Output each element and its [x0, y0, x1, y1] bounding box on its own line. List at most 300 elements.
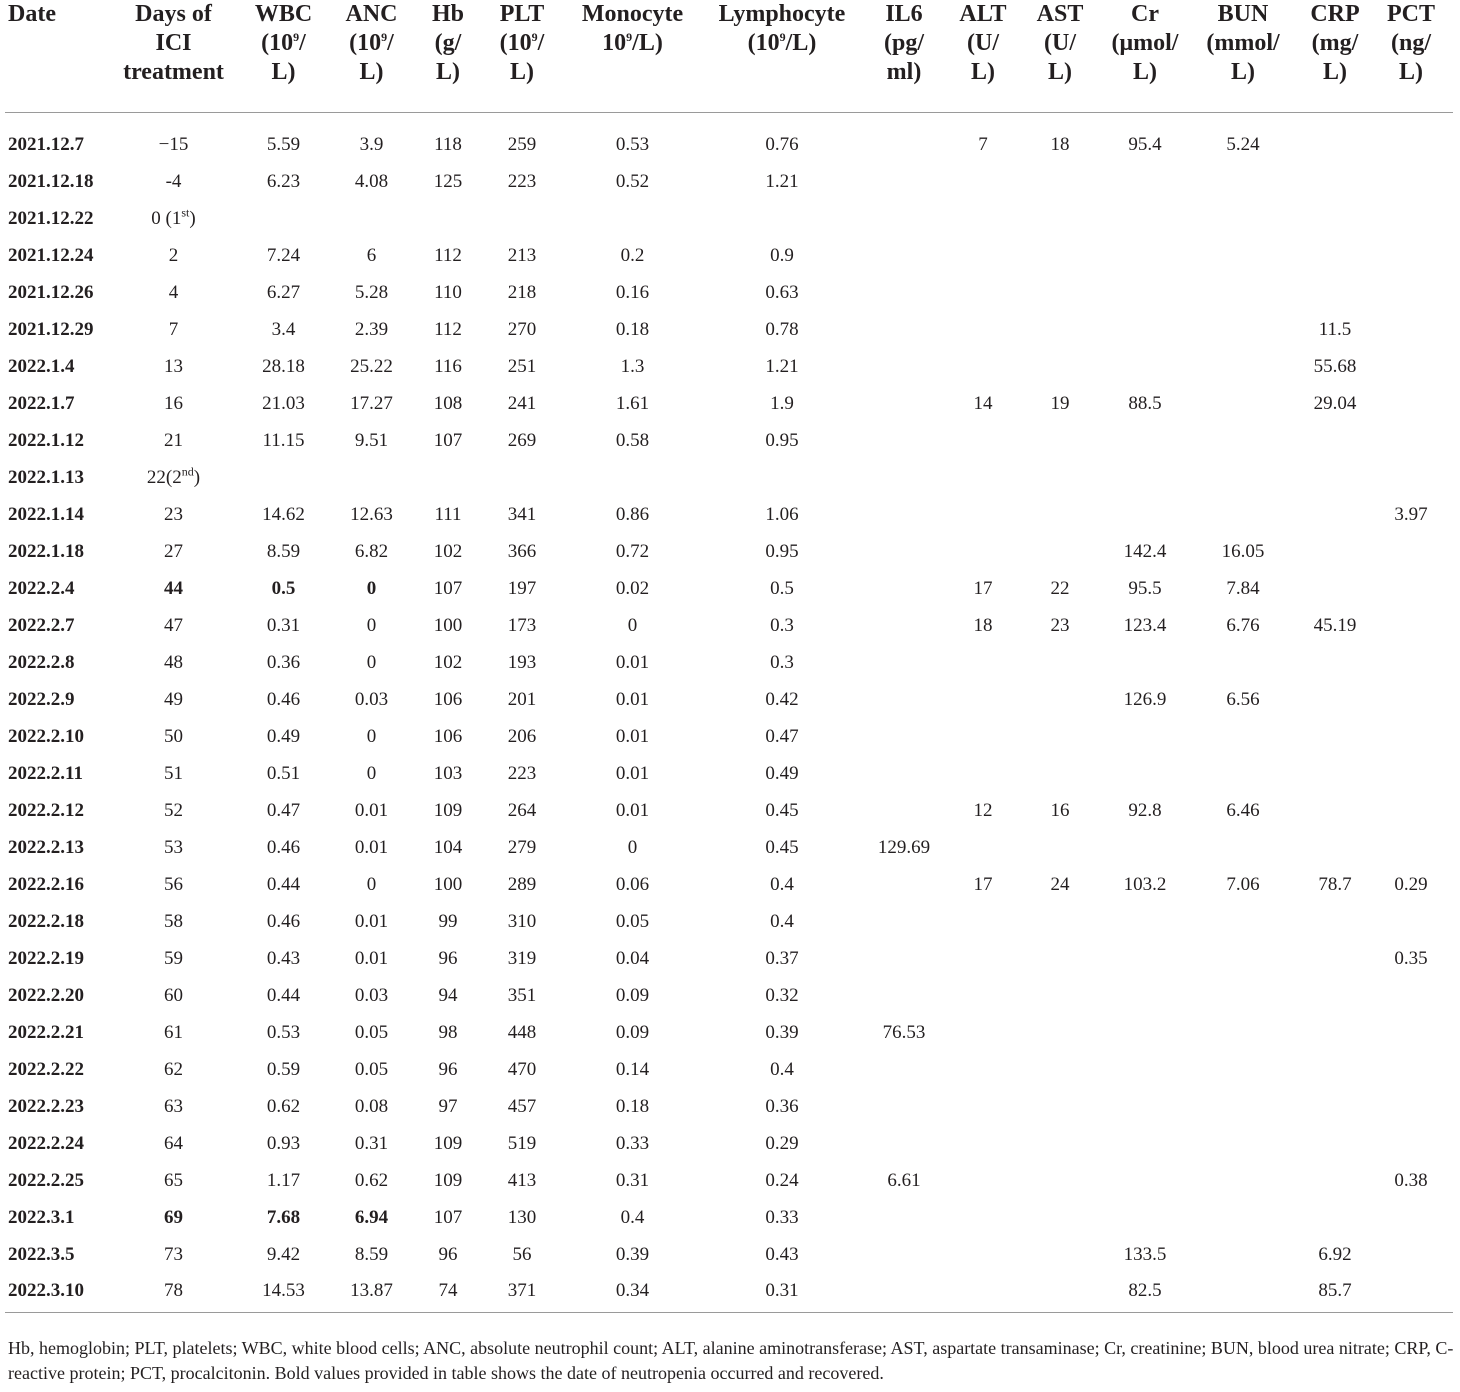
cell-anc: 8.59 — [354, 1243, 389, 1265]
cell-plt: 351 — [507, 984, 537, 1006]
cell-lymph: 0.95 — [765, 540, 799, 562]
cell-alt — [951, 903, 1015, 940]
cell-il6 — [857, 644, 951, 681]
cell-lymph: 0.33 — [765, 1206, 799, 1228]
cell-anc: 6.82 — [354, 540, 389, 562]
cell-ast: 24 — [1050, 873, 1070, 895]
cell-hb: 74 — [410, 1273, 486, 1313]
cell-wbc: 0.46 — [266, 836, 301, 858]
cell-anc — [333, 200, 410, 237]
cell-alt — [951, 1051, 1015, 1088]
cell-bun: 6.76 — [1226, 614, 1260, 636]
cell-ast: 16 — [1050, 799, 1070, 821]
cell-hb: 108 — [433, 392, 463, 414]
cell-ast — [1015, 1199, 1105, 1236]
cell-date: 2022.2.21 — [8, 1021, 84, 1043]
header-hb: Hb (g/ L) — [410, 0, 486, 113]
cell-ast — [1015, 533, 1105, 570]
cell-cr — [1105, 977, 1185, 1014]
cell-crp: 85.7 — [1301, 1273, 1369, 1313]
cell-date: 2022.3.5 — [8, 1243, 75, 1265]
cell-ast: 18 — [1050, 133, 1070, 155]
table-row — [5, 940, 1453, 977]
cell-wbc: 0.59 — [266, 1058, 301, 1080]
cell-crp — [1301, 570, 1369, 607]
cell-bun: 7.06 — [1226, 873, 1260, 895]
cell-crp — [1301, 940, 1369, 977]
cell-il6 — [857, 422, 951, 459]
cell-ast — [1015, 681, 1105, 718]
cell-plt: 251 — [507, 355, 537, 377]
cell-mono: 0.05 — [615, 910, 650, 932]
cell-days: 73 — [164, 1243, 183, 1265]
cell-ast — [1015, 829, 1105, 866]
cell-ast — [1015, 977, 1105, 1014]
cell-cr: 126.9 — [1123, 688, 1167, 710]
cell-il6 — [857, 348, 951, 385]
cell-ast — [1015, 755, 1105, 792]
cell-crp: 11.5 — [1318, 318, 1352, 340]
cell-wbc: 21.03 — [262, 392, 305, 414]
cell-ast — [1015, 237, 1105, 274]
cell-hb: 100 — [433, 614, 463, 636]
cell-anc: 25.22 — [350, 355, 393, 377]
cell-mono: 0.18 — [615, 1095, 650, 1117]
cell-days: 16 — [164, 392, 183, 414]
cell-il6 — [857, 126, 951, 163]
cell-days: 56 — [164, 873, 183, 895]
cell-cr: 95.5 — [1128, 577, 1162, 599]
cell-ast — [1015, 274, 1105, 311]
cell-anc: 12.63 — [350, 503, 393, 525]
cell-hb: 96 — [438, 1243, 458, 1265]
cell-cr — [1105, 829, 1185, 866]
cell-date: 2022.2.9 — [8, 688, 75, 710]
cell-wbc: 0.51 — [266, 762, 301, 784]
cell-pct — [1369, 681, 1453, 718]
table-footnote: Hb, hemoglobin; PLT, platelets; WBC, white blood cells; ANC, absolute neutrophil count; ALT, alanine aminotransferase; AST, aspartate transaminase; Cr, creatinine; BUN, blood urea nitrate; CRP, C-reactive protein; PCT, procalcitonin. Bold values provided in table shows the date of neutropenia occurred and recovered. — [8, 1338, 1454, 1383]
cell-days: 65 — [164, 1169, 183, 1191]
cell-crp — [1301, 903, 1369, 940]
cell-date: 2022.2.4 — [8, 577, 75, 599]
cell-alt: 7 — [978, 133, 988, 155]
cell-alt — [951, 1162, 1015, 1199]
cell-anc: 0 — [366, 873, 377, 895]
cell-days: 4 — [168, 281, 179, 303]
cell-crp: 55.68 — [1313, 355, 1357, 377]
cell-cr — [1105, 274, 1185, 311]
cell-il6 — [857, 792, 951, 829]
cell-crp — [1301, 422, 1369, 459]
cell-alt — [951, 533, 1015, 570]
cell-ast — [1015, 1162, 1105, 1199]
header-wbc: WBC ($10^9/$ L) — [234, 0, 333, 113]
table-row — [5, 311, 1453, 348]
cell-wbc: 0.47 — [266, 799, 301, 821]
cell-days: 23 — [164, 503, 183, 525]
cell-cr: 92.8 — [1128, 799, 1162, 821]
cell-wbc: 0.5 — [271, 577, 296, 599]
cell-cr — [1105, 459, 1185, 496]
cell-cr — [1105, 718, 1185, 755]
cell-pct — [1369, 237, 1453, 274]
cell-cr — [1105, 496, 1185, 533]
cell-date: 2022.1.7 — [8, 392, 75, 414]
lab-results-table — [5, 0, 1453, 1313]
cell-cr — [1105, 163, 1185, 200]
cell-wbc: 6.23 — [266, 170, 301, 192]
cell-days: 62 — [164, 1058, 183, 1080]
cell-pct — [1369, 977, 1453, 1014]
cell-crp — [1301, 274, 1369, 311]
table-row — [5, 1162, 1453, 1199]
cell-pct — [1369, 311, 1453, 348]
cell-plt — [486, 200, 558, 237]
cell-pct: 0.29 — [1394, 873, 1428, 895]
cell-lymph: 0.39 — [765, 1021, 799, 1043]
table-row — [5, 163, 1453, 200]
cell-pct — [1369, 163, 1453, 200]
cell-il6 — [857, 496, 951, 533]
cell-alt: 12 — [973, 799, 993, 821]
cell-cr — [1105, 422, 1185, 459]
cell-cr — [1105, 644, 1185, 681]
cell-hb: 109 — [433, 799, 463, 821]
cell-ast — [1015, 1236, 1105, 1273]
cell-date: 2022.2.19 — [8, 947, 84, 969]
cell-mono: 0.34 — [558, 1273, 707, 1313]
table-row — [5, 829, 1453, 866]
cell-wbc: 0.43 — [266, 947, 301, 969]
header-days: Days of ICI treatment — [113, 0, 234, 113]
table-row — [5, 496, 1453, 533]
cell-il6 — [857, 274, 951, 311]
cell-il6 — [857, 718, 951, 755]
cell-plt: 413 — [507, 1169, 537, 1191]
cell-ast — [1015, 422, 1105, 459]
cell-anc: 0.62 — [354, 1169, 389, 1191]
cell-hb: 106 — [433, 688, 463, 710]
cell-ast — [1015, 200, 1105, 237]
cell-plt: 213 — [507, 244, 537, 266]
cell-ast — [1015, 644, 1105, 681]
cell-anc: 13.87 — [333, 1273, 410, 1313]
cell-wbc: 7.24 — [266, 244, 301, 266]
cell-bun — [1185, 459, 1301, 496]
cell-lymph: 0.45 — [765, 836, 799, 858]
cell-cr — [1105, 755, 1185, 792]
cell-crp: 45.19 — [1313, 614, 1357, 636]
cell-anc: 0 — [366, 577, 377, 599]
cell-plt: 341 — [507, 503, 537, 525]
cell-mono — [558, 200, 707, 237]
cell-date: 2022.2.10 — [8, 725, 84, 747]
cell-wbc: 8.59 — [266, 540, 301, 562]
cell-pct — [1369, 792, 1453, 829]
cell-pct — [1369, 1199, 1453, 1236]
cell-ast: 23 — [1050, 614, 1070, 636]
cell-date: 2021.12.18 — [8, 170, 94, 192]
cell-hb: 99 — [438, 910, 458, 932]
cell-il6 — [857, 1051, 951, 1088]
cell-days: 63 — [164, 1095, 183, 1117]
cell-alt — [951, 681, 1015, 718]
cell-lymph: 1.06 — [765, 503, 799, 525]
cell-days: 21 — [164, 429, 183, 451]
cell-date: 2022.2.12 — [8, 799, 84, 821]
cell-bun — [1185, 1051, 1301, 1088]
cell-lymph: 0.36 — [765, 1095, 799, 1117]
cell-mono: 0.06 — [615, 873, 650, 895]
cell-alt — [951, 422, 1015, 459]
cell-pct: 0.38 — [1394, 1169, 1428, 1191]
cell-plt: 259 — [507, 133, 537, 155]
cell-crp — [1301, 1125, 1369, 1162]
cell-plt: 223 — [507, 762, 537, 784]
cell-alt — [951, 1014, 1015, 1051]
table-row — [5, 903, 1453, 940]
cell-crp — [1301, 977, 1369, 1014]
cell-days: 49 — [164, 688, 183, 710]
cell-bun — [1185, 237, 1301, 274]
cell-days: 7 — [168, 318, 179, 340]
cell-hb — [410, 200, 486, 237]
table-row — [5, 1273, 1453, 1313]
cell-lymph: 0.95 — [765, 429, 799, 451]
cell-days: 27 — [164, 540, 183, 562]
cell-plt: 448 — [507, 1021, 537, 1043]
cell-mono: 0.2 — [620, 244, 645, 266]
cell-bun — [1185, 755, 1301, 792]
cell-wbc: 11.15 — [262, 429, 305, 451]
cell-plt: 319 — [507, 947, 537, 969]
cell-plt — [486, 459, 558, 496]
table-row — [5, 755, 1453, 792]
cell-alt — [951, 1088, 1015, 1125]
cell-lymph: 0.47 — [765, 725, 799, 747]
cell-il6 — [857, 1273, 951, 1313]
cell-days: 47 — [164, 614, 183, 636]
cell-alt — [951, 200, 1015, 237]
cell-wbc: 7.68 — [266, 1206, 301, 1228]
cell-days: 51 — [164, 762, 183, 784]
cell-days: 0 (1st) — [151, 205, 196, 229]
cell-mono: 1.3 — [620, 355, 645, 377]
cell-pct — [1369, 385, 1453, 422]
cell-wbc: 9.42 — [266, 1243, 301, 1265]
cell-date: 2022.1.18 — [8, 540, 84, 562]
cell-hb: 111 — [434, 503, 462, 525]
cell-date: 2022.2.13 — [8, 836, 84, 858]
cell-days: -4 — [165, 170, 182, 192]
cell-il6 — [857, 237, 951, 274]
header-bun: BUN (mmol/ L) — [1185, 0, 1301, 113]
cell-il6 — [857, 200, 951, 237]
cell-bun — [1185, 200, 1301, 237]
cell-hb: 112 — [434, 318, 462, 340]
cell-date: 2022.2.11 — [8, 762, 83, 784]
cell-hb: 125 — [433, 170, 463, 192]
cell-ast — [1015, 1125, 1105, 1162]
cell-pct — [1369, 718, 1453, 755]
table-row — [5, 1236, 1453, 1273]
cell-mono: 0.04 — [615, 947, 650, 969]
cell-il6 — [857, 1236, 951, 1273]
cell-mono: 0.4 — [620, 1206, 645, 1228]
cell-mono: 0.01 — [615, 762, 650, 784]
cell-lymph — [707, 200, 857, 237]
table-row — [5, 1014, 1453, 1051]
cell-date: 2022.1.14 — [8, 503, 84, 525]
table-row — [5, 1125, 1453, 1162]
cell-crp — [1301, 459, 1369, 496]
cell-ast — [1015, 311, 1105, 348]
cell-lymph: 0.42 — [765, 688, 799, 710]
table-row — [5, 200, 1453, 237]
cell-pct — [1369, 533, 1453, 570]
cell-alt — [951, 348, 1015, 385]
cell-alt: 17 — [973, 577, 993, 599]
header-alt: ALT (U/ L) — [951, 0, 1015, 113]
cell-il6 — [857, 1125, 951, 1162]
cell-il6 — [857, 1199, 951, 1236]
cell-cr — [1105, 200, 1185, 237]
cell-bun — [1185, 977, 1301, 1014]
cell-plt: 519 — [507, 1132, 537, 1154]
cell-crp — [1301, 1162, 1369, 1199]
cell-il6 — [857, 533, 951, 570]
cell-wbc: 0.53 — [266, 1021, 301, 1043]
cell-pct: 0.35 — [1394, 947, 1428, 969]
table-row — [5, 533, 1453, 570]
cell-pct — [1369, 348, 1453, 385]
cell-wbc — [234, 200, 333, 237]
cell-anc: 2.39 — [354, 318, 389, 340]
cell-lymph: 0.43 — [765, 1243, 799, 1265]
table-row — [5, 866, 1453, 903]
cell-date: 2022.3.1 — [8, 1206, 75, 1228]
cell-crp: 6.92 — [1318, 1243, 1352, 1265]
cell-pct — [1369, 1236, 1453, 1273]
header-spacer — [5, 113, 1453, 127]
cell-lymph: 1.21 — [765, 170, 799, 192]
cell-days: 59 — [164, 947, 183, 969]
cell-mono: 0.86 — [615, 503, 650, 525]
header-anc: ANC ($10^9/$ L) — [333, 0, 410, 113]
header-lymphocyte: Lymphocyte $(10^9/L)$ — [707, 0, 857, 113]
cell-date: 2021.12.24 — [8, 244, 94, 266]
table-row — [5, 459, 1453, 496]
cell-days: 13 — [164, 355, 183, 377]
cell-anc: 0.05 — [354, 1058, 389, 1080]
cell-plt: 241 — [507, 392, 537, 414]
cell-crp — [1301, 829, 1369, 866]
cell-mono: 0.02 — [615, 577, 650, 599]
header-date: Date — [5, 0, 113, 113]
cell-bun — [1185, 385, 1301, 422]
table-row — [5, 718, 1453, 755]
cell-bun — [1185, 829, 1301, 866]
cell-lymph: 0.37 — [765, 947, 799, 969]
header-plt: PLT ($10^9/$ L) — [486, 0, 558, 113]
cell-alt — [951, 1273, 1015, 1313]
table-row — [5, 644, 1453, 681]
cell-lymph: 0.76 — [765, 133, 799, 155]
cell-wbc: 0.46 — [266, 910, 301, 932]
table-row — [5, 1051, 1453, 1088]
cell-wbc: 0.36 — [266, 651, 301, 673]
cell-crp — [1301, 1088, 1369, 1125]
cell-mono: 0.39 — [615, 1243, 650, 1265]
cell-ast: 22 — [1050, 577, 1070, 599]
cell-cr: 95.4 — [1128, 133, 1162, 155]
cell-days: 2 — [168, 244, 179, 266]
cell-crp: 78.7 — [1318, 873, 1352, 895]
cell-days: 64 — [164, 1132, 183, 1154]
cell-plt: 197 — [507, 577, 537, 599]
cell-date: 2022.2.8 — [8, 651, 75, 673]
cell-pct — [1369, 607, 1453, 644]
cell-il6 — [857, 385, 951, 422]
cell-ast — [1015, 1014, 1105, 1051]
cell-plt: 56 — [512, 1243, 532, 1265]
cell-crp — [1301, 755, 1369, 792]
cell-alt: 18 — [973, 614, 993, 636]
cell-alt — [951, 237, 1015, 274]
cell-bun — [1185, 1125, 1301, 1162]
table-row — [5, 1088, 1453, 1125]
table-row — [5, 1199, 1453, 1236]
cell-alt — [951, 644, 1015, 681]
cell-ast — [1015, 459, 1105, 496]
cell-wbc: 5.59 — [266, 133, 301, 155]
cell-wbc: 0.62 — [266, 1095, 301, 1117]
cell-cr — [1105, 237, 1185, 274]
cell-mono: 0.09 — [615, 984, 650, 1006]
cell-bun: 6.46 — [1226, 799, 1260, 821]
cell-wbc: 6.27 — [266, 281, 301, 303]
cell-cr: 133.5 — [1123, 1243, 1167, 1265]
cell-pct — [1369, 422, 1453, 459]
cell-crp — [1301, 496, 1369, 533]
cell-bun: 6.56 — [1226, 688, 1260, 710]
cell-date: 2022.2.20 — [8, 984, 84, 1006]
cell-mono: 0.72 — [615, 540, 650, 562]
cell-anc: 0.03 — [354, 688, 389, 710]
cell-ast — [1015, 1051, 1105, 1088]
cell-cr — [1105, 1088, 1185, 1125]
cell-plt: 366 — [507, 540, 537, 562]
table-row — [5, 348, 1453, 385]
cell-mono: 0.01 — [615, 651, 650, 673]
cell-date: 2021.12.26 — [8, 281, 94, 303]
cell-lymph: 0.24 — [765, 1169, 799, 1191]
cell-days: 61 — [164, 1021, 183, 1043]
cell-anc: 0 — [366, 725, 377, 747]
cell-bun: 16.05 — [1221, 540, 1265, 562]
cell-hb: 107 — [433, 429, 463, 451]
cell-anc — [333, 459, 410, 496]
cell-mono: 0.52 — [615, 170, 650, 192]
cell-mono: 0 — [627, 836, 638, 858]
cell-bun — [1185, 274, 1301, 311]
cell-mono: 0.18 — [615, 318, 650, 340]
cell-wbc: 3.4 — [271, 318, 296, 340]
cell-il6 — [857, 570, 951, 607]
cell-ast — [1015, 1088, 1105, 1125]
cell-pct — [1369, 126, 1453, 163]
cell-bun — [1185, 1199, 1301, 1236]
